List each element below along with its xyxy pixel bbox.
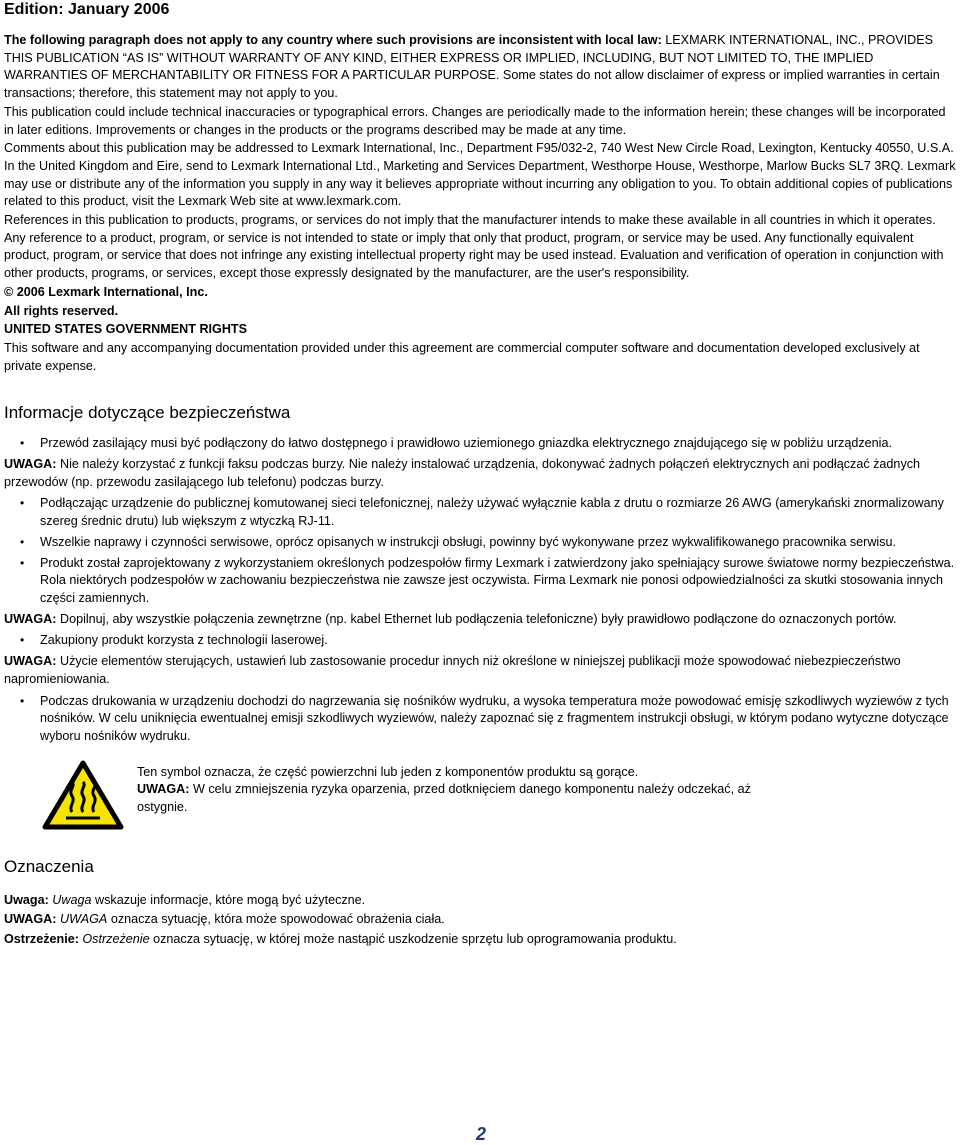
caution-label: UWAGA:: [4, 611, 57, 626]
bullet-icon: •: [20, 496, 25, 511]
disclaimer-caps: LEXMARK INTERNATIONAL, INC., PROVIDES THIS PUBLICATION “AS IS” WITHOUT WARRANTY OF ANY KIND, EITHER EXPRESS OR IMPLIED, INCLUDING, BUT NOT LIMITED TO, THE IMPLIED WARRANTIES OF MERCHANTABILITY OR FITNESS FOR A PARTICULAR PURPOSE.: [4, 33, 934, 83]
caution-note: [4, 611, 956, 629]
hot-surface-caution: [137, 781, 757, 816]
hot-surface-text: [137, 764, 757, 817]
list-item: [4, 555, 956, 608]
convention-label: UWAGA:: [4, 912, 57, 927]
list-item-text: Podczas drukowania w urządzeniu dochodzi do nagrzewania się nośników wydruku, a wysoka temperatura może powodować emisję szkodliwych wyziewów z tych nośników. W celu uniknięcia ewentualnej emisji szkodliwych wyziewów, należy zapoznać się z fragmentem instrukcji obsługi, w którym podano wytyczne dotyczące wyboru nośników wydruku.: [40, 693, 949, 743]
bullet-icon: •: [20, 534, 25, 549]
hot-surface-notice: [4, 760, 956, 856]
convention-label: Ostrzeżenie:: [4, 932, 79, 947]
caution-label: UWAGA:: [4, 457, 57, 472]
hot-surface-description: Ten symbol oznacza, że część powierzchni lub jeden z komponentów produktu są gorące.: [137, 764, 639, 779]
disclaimer-lead: The following paragraph does not apply to any country where such provisions are inconsistent with local law:: [4, 33, 662, 47]
bullet-icon: •: [20, 693, 25, 708]
convention-text: oznacza sytuację, która może spowodować obrażenia ciała.: [107, 912, 445, 927]
safety-heading: Informacje dotyczące bezpieczeństwa: [4, 403, 291, 423]
convention-text: wskazuje informacje, które mogą być użyteczne.: [91, 892, 366, 907]
comments-paragraph: Comments about this publication may be addressed to Lexmark International, Inc., Department F95/032-2, 740 West New Circle Road, Lexington, Kentucky 40550, U.S.A. In the United Kingdom and Eire, send to Lexmark International Ltd., Marketing and Services Department, Westhorpe House, Westhorpe, Marlow Bucks SL7 3RQ. Lexmark may use or distribute any of the information you supply in any way it believes appropriate without incurring any obligation to you. To obtain additional copies of publications related to this product, visit the Lexmark Web site at www.lexmark.com.: [4, 141, 956, 209]
caution-text: Użycie elementów sterujących, ustawień lub zastosowanie procedur innych niż określone w niniejszej publikacji może spowodować niebezpieczeństwo napromieniowania.: [4, 654, 901, 686]
list-item-text: Zakupiony produkt korzysta z technologii laserowej.: [40, 633, 328, 648]
list-item: [4, 534, 956, 552]
list-item: [4, 495, 956, 530]
convention-term: Uwaga: [52, 892, 92, 907]
page-number: 2: [476, 1124, 487, 1144]
caution-text: Dopilnuj, aby wszystkie połączenia zewnętrzne (np. kabel Ethernet lub podłączenia telefoniczne) były prawidłowo podłączone do oznaczonych portów.: [56, 611, 897, 626]
caution-note: [4, 456, 956, 491]
caution-note: [4, 653, 956, 688]
hot-surface-warning-icon: [42, 760, 124, 830]
bullet-icon: •: [20, 436, 25, 451]
convention-text: oznacza sytuację, w której może nastąpić uszkodzenie sprzętu lub oprogramowania produktu.: [149, 932, 677, 947]
caution-label: UWAGA:: [4, 654, 57, 669]
caution-text: W celu zmniejszenia ryzyka oparzenia, przed dotknięciem danego komponentu należy odczekać, aż ostygnie.: [137, 782, 751, 815]
inaccuracies-paragraph: This publication could include technical inaccuracies or typographical errors. Changes are periodically made to the information herein; these changes will be incorporated in later editions. Improvements or changes in the products or the programs described may be made at any time.: [4, 104, 946, 137]
disclaimer-rest: Some states do not allow disclaimer of express or implied warranties in certain transactions; therefore, this statement may not apply to you.: [4, 68, 940, 101]
gov-rights-heading: UNITED STATES GOVERNMENT RIGHTS: [4, 322, 248, 337]
list-item: [4, 632, 956, 650]
bullet-icon: •: [20, 555, 25, 570]
list-item: [4, 693, 956, 746]
copyright-line: © 2006 Lexmark International, Inc.: [4, 284, 208, 299]
list-item-text: Wszelkie naprawy i czynności serwisowe, oprócz opisanych w instrukcji obsługi, powinny być wykonywane przez wykwalifikowanego pracownika serwisu.: [40, 534, 897, 549]
convention-caution: [4, 911, 956, 929]
warranty-disclaimer: [4, 32, 956, 103]
list-item-text: Podłączając urządzenie do publicznej komutowanej sieci telefonicznej, należy używać wyłącznie kabla z drutu o rozmiarze 26 AWG (amerykański znormalizowany szereg średnic drutu) lub większym z wtyczką RJ-11.: [40, 496, 944, 529]
gov-rights-text: This software and any accompanying documentation provided under this agreement are commercial computer software and documentation developed exclusively at private expense.: [4, 340, 920, 373]
conventions-heading: Oznaczenia: [4, 856, 94, 876]
bullet-icon: •: [20, 633, 25, 648]
list-item: [4, 435, 956, 453]
document-page: [4, 0, 956, 951]
convention-label: Uwaga:: [4, 892, 49, 907]
edition-heading: Edition: January 2006: [4, 1, 170, 18]
list-item-text: Przewód zasilający musi być podłączony do łatwo dostępnego i prawidłowo uziemionego gniazdka elektrycznego znajdującego się w pobliżu urządzenia.: [40, 436, 892, 451]
list-item-text: Produkt został zaprojektowany z wykorzystaniem określonych podzespołów firmy Lexmark i zatwierdzony jako spełniający surowe światowe normy bezpieczeństwa. Rola niektórych podzespołów w zachowaniu bezpieczeństwa nie zawsze jest oczywista. Firma Lexmark nie ponosi odpowiedzialności za skutki stosowania innych części zamiennych.: [40, 555, 955, 605]
convention-note: [4, 892, 956, 910]
references-paragraph: References in this publication to products, programs, or services do not imply that the manufacturer intends to make these available in all countries in which it operates. Any reference to a product, program, or service is not intended to state or imply that only that product, program, or service may be used. Any functionally equivalent product, program, or service that does not infringe any existing intellectual property right may be used instead. Evaluation and verification of operation in conjunction with other products, programs, or services, except those expressly designated by the manufacturer, are the user's responsibility.: [4, 213, 944, 281]
convention-warning: [4, 931, 956, 949]
convention-term: UWAGA: [59, 912, 108, 927]
caution-label: UWAGA:: [137, 782, 190, 797]
convention-term: Ostrzeżenie: [82, 932, 150, 947]
rights-line: All rights reserved.: [4, 303, 119, 318]
caution-text: Nie należy korzystać z funkcji faksu podczas burzy. Nie należy instalować urządzenia, dokonywać żadnych połączeń elektrycznych ani podłączać żadnych przewodów (np. przewodu zasilającego lub telefonu) podczas burzy.: [4, 457, 921, 489]
